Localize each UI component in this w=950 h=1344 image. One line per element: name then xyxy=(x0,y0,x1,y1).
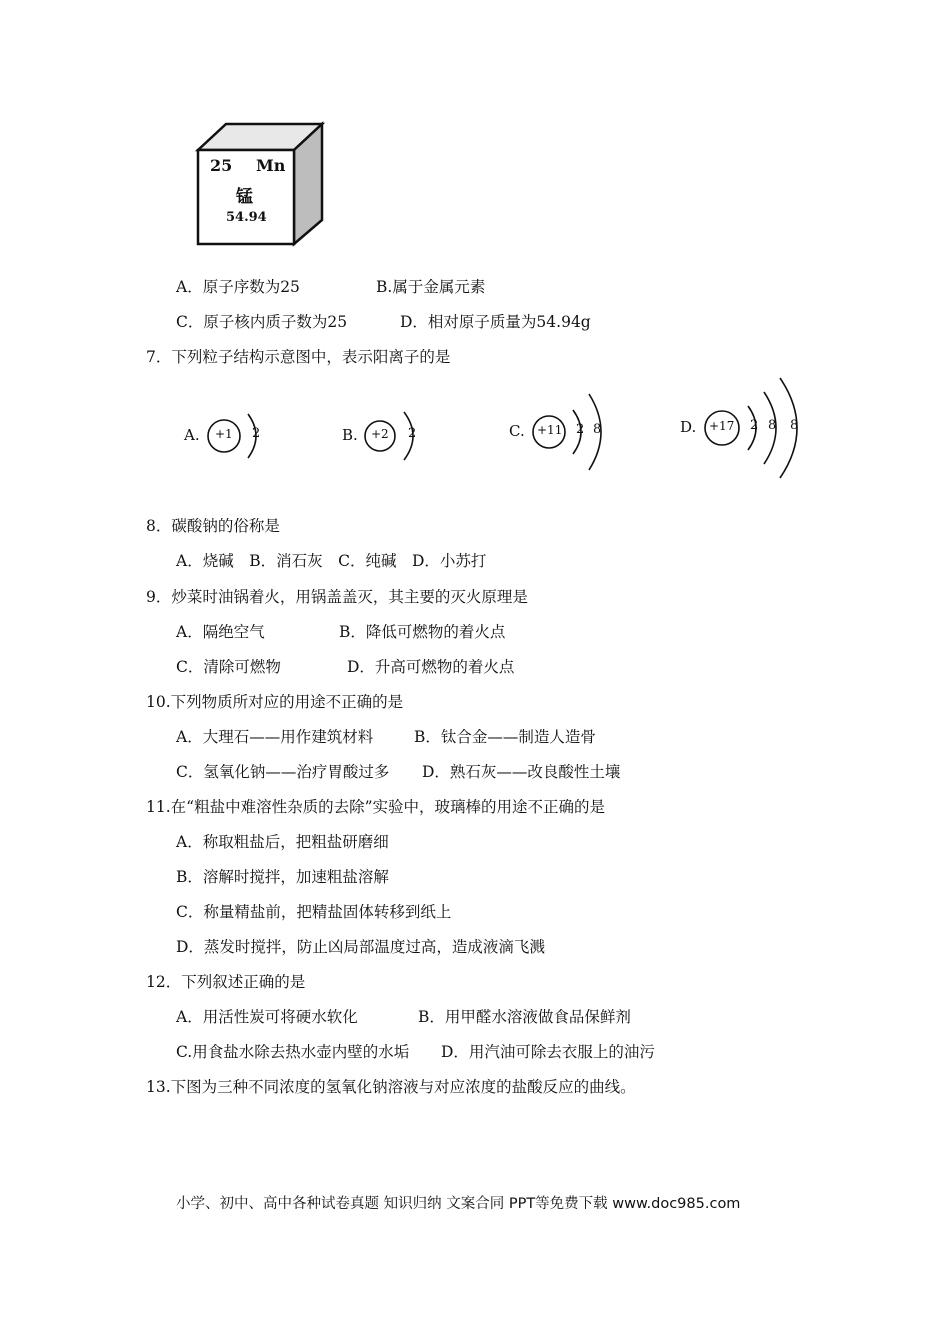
ion-c-shell-2: 8 xyxy=(593,422,602,437)
q11-option-c: C．称量精盐前，把精盐固体转移到纸上 xyxy=(176,903,452,921)
ion-b-nucleus: +2 xyxy=(371,427,389,441)
ion-a-nucleus: +1 xyxy=(215,427,233,441)
q9-option-b: B．降低可燃物的着火点 xyxy=(339,623,506,641)
ion-a-label: A. xyxy=(184,426,200,444)
ion-d-shell-3: 8 xyxy=(790,418,799,433)
element-number: 25 xyxy=(210,156,233,175)
q12-option-a: A．用活性炭可将硬水软化 xyxy=(176,1008,358,1026)
element-card-mn xyxy=(190,120,330,250)
ion-d-label: D. xyxy=(680,418,697,436)
ion-c-nucleus: +11 xyxy=(537,423,563,437)
element-symbol: Mn xyxy=(256,156,286,175)
q11-option-d: D．蒸发时搅拌，防止凶局部温度过高，造成液滴飞溅 xyxy=(176,938,545,956)
q10-option-b: B．钛合金——制造人造骨 xyxy=(414,728,596,746)
ion-b-label: B. xyxy=(342,426,358,444)
q6-option-a: A．原子序数为25 xyxy=(176,278,300,296)
q6-option-d: D．相对原子质量为54.94g xyxy=(400,313,591,331)
q6-option-b: B.属于金属元素 xyxy=(376,278,486,296)
ion-d-nucleus: +17 xyxy=(709,419,735,433)
ion-b-shell-1: 2 xyxy=(408,426,417,441)
ion-diagram-a xyxy=(184,380,284,480)
q8-options: A．烧碱 B．消石灰 C．纯碱 D．小苏打 xyxy=(176,552,487,570)
q12-option-d: D．用汽油可除去衣服上的油污 xyxy=(441,1043,655,1061)
q10-option-d: D．熟石灰——改良酸性土壤 xyxy=(422,763,621,781)
q9-option-c: C．清除可燃物 xyxy=(176,658,281,676)
element-mass: 54.94 xyxy=(226,210,267,225)
ion-d-shell-1: 2 xyxy=(750,418,759,433)
q12-option-c: C.用食盐水除去热水壶内壁的水垢 xyxy=(176,1043,410,1061)
q11-option-a: A．称取粗盐后，把粗盐研磨细 xyxy=(176,833,389,851)
q9-stem: 9．炒菜时油锅着火，用锅盖盖灭，其主要的灭火原理是 xyxy=(146,588,528,606)
element-name: 锰 xyxy=(236,187,253,207)
q7-stem: 7．下列粒子结构示意图中，表示阳离子的是 xyxy=(146,348,451,366)
q9-option-d: D．升高可燃物的着火点 xyxy=(347,658,515,676)
q8-stem: 8．碳酸钠的俗称是 xyxy=(146,517,280,535)
q12-option-b: B．用甲醛水溶液做食品保鲜剂 xyxy=(418,1008,631,1026)
q6-option-c: C．原子核内质子数为25 xyxy=(176,313,348,331)
ion-a-shell-1: 2 xyxy=(252,426,261,441)
ion-c-shell-1: 2 xyxy=(576,422,585,437)
q13-stem: 13.下图为三种不同浓度的氢氧化钠溶液与对应浓度的盐酸反应的曲线。 xyxy=(146,1078,636,1096)
q10-option-c: C．氢氧化钠——治疗胃酸过多 xyxy=(176,763,390,781)
ion-diagram-d xyxy=(680,374,810,484)
ion-diagram-b xyxy=(342,380,442,480)
q11-stem: 11.在“粗盐中难溶性杂质的去除”实验中，玻璃棒的用途不正确的是 xyxy=(146,798,606,816)
q9-option-a: A．隔绝空气 xyxy=(176,623,265,641)
q10-option-a: A．大理石——用作建筑材料 xyxy=(176,728,374,746)
ion-d-shell-2: 8 xyxy=(768,418,777,433)
ion-diagram-c xyxy=(509,380,629,480)
q12-stem: 12．下列叙述正确的是 xyxy=(146,973,306,991)
q10-stem: 10.下列物质所对应的用途不正确的是 xyxy=(146,693,404,711)
ion-c-label: C. xyxy=(509,422,525,440)
q11-option-b: B．溶解时搅拌，加速粗盐溶解 xyxy=(176,868,389,886)
page-footer: 小学、初中、高中各种试卷真题 知识归纳 文案合同 PPT等免费下载 www.doc985.com xyxy=(176,1196,741,1212)
